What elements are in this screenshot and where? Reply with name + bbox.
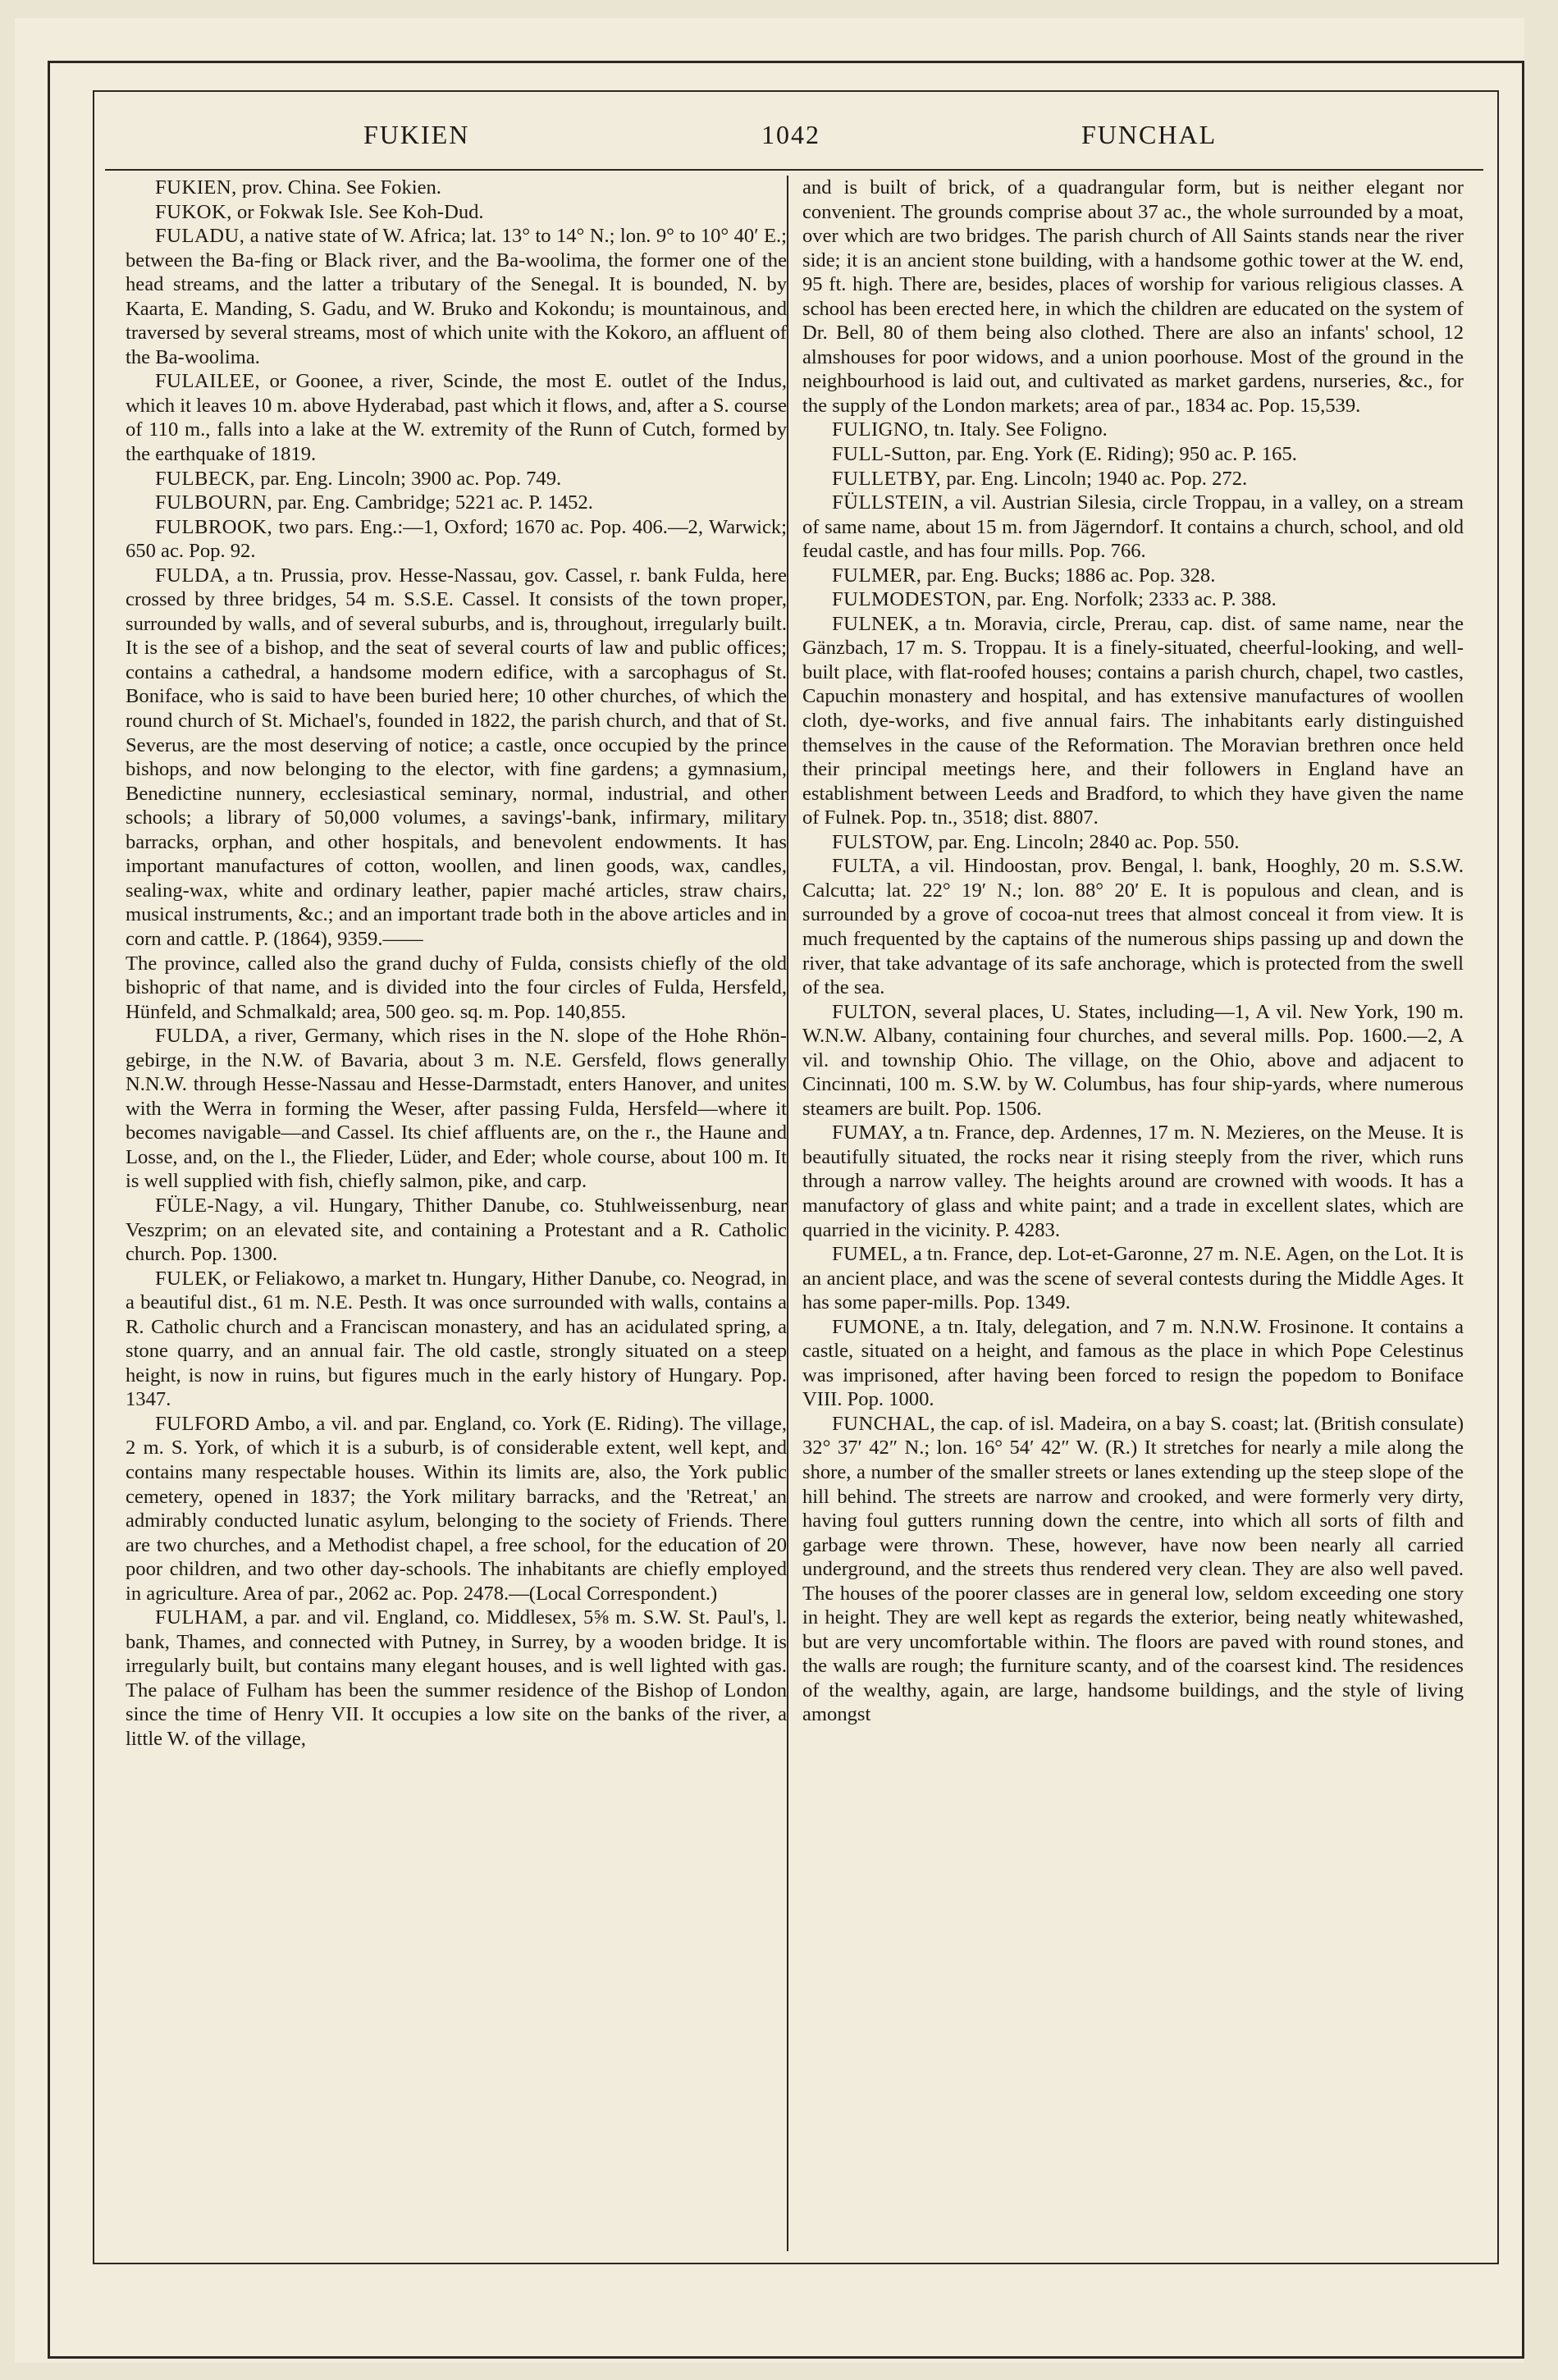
entry-headword: FULLETBY, [832, 467, 942, 490]
entry-headword: FUMAY, [832, 1121, 908, 1144]
entry-text: two pars. Eng.:—1, Oxford; 1670 ac. Pop. 406.—2, Warwick; 650 ac. Pop. 92. [126, 515, 787, 563]
entry-fulnek [802, 612, 1464, 830]
header-right-word: FUNCHAL [1081, 120, 1218, 149]
inner-frame-right-rule [1497, 90, 1499, 2264]
entry-text: or Goonee, a river, Scinde, the most E. outlet of the Indus, which it leaves 10 m. above Hyderabad, past which it flows, and, after a S. course of 110 m., falls into a lake at the W. extremity of the Runn of Cutch, formed by the earthquake of 1819. [126, 370, 787, 466]
entry-text: par. Eng. Lincoln; 3900 ac. Pop. 749. [260, 467, 562, 490]
entry-text: a tn. France, dep. Lot-et-Garonne, 27 m. N.E. Agen, on the Lot. It is an ancient place, and was the scene of several contests during the Middle Ages. It has some paper-mills. Pop. 1349. [802, 1243, 1464, 1314]
left-column [126, 176, 787, 1752]
header-left-word: FUKIEN [363, 120, 470, 149]
entry-text: several places, U. States, including—1, A vil. New York, 190 m. W.N.W. Albany, containing four churches, and several mills. Pop. 1600.—2, A vil. and township Ohio. The village, on the Ohio, above and adjacent to Cincinnati, 100 m. S.W. by W. Columbus, has four ship-yards, where numerous steamers are built. Pop. 1506. [802, 1000, 1464, 1120]
entry-fulbeck [126, 467, 787, 491]
entry-headword: FUKOK, [155, 200, 232, 223]
entry-text: a tn. France, dep. Ardennes, 17 m. N. Mezieres, on the Meuse. It is beautifully situated, the rocks near it rising steeply from the river, which runs through a narrow valley. The heights around are crowned with woods. It has a manufactory of glass and white paint; and a trade in excellent slates, which are quarried in the vicinity. P. 4283. [802, 1121, 1464, 1241]
entry-text: The province, called also the grand duchy of Fulda, consists chiefly of the old bishopric of that name, and is divided into the four circles of Fulda, Hersfeld, Hünfeld, and Schmalkald; area, 500 geo. sq. m. Pop. 140,855. [126, 952, 787, 1023]
entry-fulham-continued [802, 176, 1464, 418]
entry-text: par. Eng. Lincoln; 1940 ac. Pop. 272. [946, 467, 1248, 490]
entry-text: or Fokwak Isle. See Koh-Dud. [237, 200, 484, 223]
outer-frame-right-rule [1522, 61, 1524, 2358]
entry-text: a vil. Austrian Silesia, circle Troppau, in a valley, on a stream of same name, about 15 m. from Jägerndorf. It contains a church, school, and old feudal castle, and has four mills. Pop. 766. [802, 491, 1464, 563]
right-column [802, 176, 1464, 1727]
entry-fulta [802, 854, 1464, 999]
entry-fumay [802, 1121, 1464, 1242]
entry-headword: FÜLLSTEIN, [832, 491, 949, 514]
entry-text: par. Eng. Norfolk; 2333 ac. P. 388. [996, 588, 1277, 611]
entry-fuligno [802, 418, 1464, 442]
outer-frame-bottom-rule [48, 2356, 1524, 2359]
entry-fulbrook [126, 515, 787, 564]
entry-headword: FUMONE, [832, 1315, 925, 1338]
entry-headword: FULMODESTON, [832, 588, 992, 611]
entry-headword: FULBECK, [155, 467, 256, 490]
entry-fulailee [126, 369, 787, 466]
entry-headword: FÜLE-Nagy, [155, 1194, 264, 1217]
entry-text: par. Eng. Cambridge; 5221 ac. P. 1452. [277, 491, 593, 514]
entry-text: par. Eng. Lincoln; 2840 ac. Pop. 550. [938, 830, 1240, 853]
inner-frame-bottom-rule [93, 2263, 1499, 2264]
entry-text: or Feliakowo, a market tn. Hungary, Hither Danube, co. Neograd, in a beautiful dist., 61 m. N.E. Pesth. It was once surrounded with walls, contains a R. Catholic church and a Franciscan monastery, and has an acidulated spring, a stone quarry, and an annual fair. The old castle, strongly situated on a steep height, is now in ruins, but figures much in the early history of Hungary. Pop. 1347. [126, 1267, 787, 1411]
entry-fumel [802, 1242, 1464, 1315]
page-number: 1042 [761, 120, 820, 149]
entry-text: a tn. Prussia, prov. Hesse-Nassau, gov. Cassel, r. bank Fulda, here crossed by three bridges, 54 m. S.S.E. Cassel. It consists of the town proper, surrounded by walls, and of several suburbs, and is, throughout, irregularly built. It is the see of a bishop, and the seat of several courts of law and public offices; contains a cathedral, a handsome modern edifice, with a sarcophagus of St. Boniface, who is said to have been buried here; 10 other churches, of which the round church of St. Michael's, founded in 1822, the parish church, and that of St. Severus, are the most deserving of notice; a castle, once occupied by the prince bishops, and now belonging to the elector, with fine gardens; a gymnasium, Benedictine nunnery, ecclesiastical seminary, normal, industrial, and other schools; a library of 50,000 volumes, a savings'-bank, infirmary, military barracks, orphan, and other hospitals, and benevolent endowments. It has important manufactures of cotton, woollen, and linen goods, wax, candles, sealing-wax, white and ordinary leather, papier maché articles, straw chairs, musical instruments, &c.; and an important trade both in the above articles and in corn and cattle. P. (1864), 9359.—— [126, 564, 787, 950]
entry-fulham [126, 1606, 787, 1751]
entry-headword: FUMEL, [832, 1243, 908, 1266]
entry-text: a river, Germany, which rises in the N. slope of the Hohe Rhön-gebirge, in the N.W. of Bavaria, about 3 m. N.E. Gersfeld, flows generally N.N.W. through Hesse-Nassau and Hesse-Darmstadt, enters Hanover, and unites with the Werra in forming the Weser, after passing Fulda, Hersfeld—where it becomes navigable—and Cassel. Its chief affluents are, on the r., the Haune and Losse, and, on the l., the Flieder, Lüder, and Eder; whole course, about 100 m. It is well supplied with fish, chiefly salmon, pike, and carp. [126, 1025, 787, 1193]
entry-fukien [126, 176, 787, 200]
entry-fulda-province [126, 952, 787, 1025]
entry-headword: FULMER, [832, 564, 922, 587]
entry-fuladu [126, 224, 787, 369]
entry-text: a vil. Hungary, Thither Danube, co. Stuhlweissenburg, near Veszprim; on an elevated site, and containing a Protestant and a R. Catholic church. Pop. 1300. [126, 1194, 788, 1266]
entry-headword: FUKIEN, [155, 176, 237, 199]
entry-text: Ambo, a vil. and par. England, co. York (E. Riding). The village, 2 m. S. York, of which it is a suburb, is of considerable extent, well kept, and contains many respectable houses. Within its limits are, also, the York public cemetery, opened in 1837; the York military barracks, and the 'Retreat,' an admirably conducted lunatic asylum, belonging to the society of Friends. There are two churches, and a Methodist chapel, a free school, for the education of 20 poor children, and two other day-schools. The inhabitants are chiefly employed in agriculture. Area of par., 2062 ac. Pop. 2478.—(Local Correspondent.) [126, 1412, 787, 1605]
book-page [15, 18, 1524, 2363]
entry-fulmer [802, 564, 1464, 588]
entry-headword: FULBOURN, [155, 491, 273, 514]
entry-headword: FULHAM, [155, 1606, 249, 1629]
entry-headword: FULAILEE, [155, 370, 261, 393]
entry-headword: FULSTOW, [832, 830, 934, 853]
entry-text: a native state of W. Africa; lat. 13° to 14° N.; lon. 9° to 10° 40′ E.; between the Ba-fing or Black river, and the Ba-woolima, the former one of the head streams, and the latter a tributary of the Senegal. It is bounded, N. by Kaarta, E. Manding, S. Gadu, and W. Bruko and Kokondu; is mountainous, and traversed by several streams, most of which unite with the Kokoro, an affluent of the Ba-woolima. [126, 225, 787, 368]
column-divider-rule [787, 176, 788, 2251]
entry-fulletby [802, 467, 1464, 491]
entry-headword: FULBROOK, [155, 515, 273, 538]
entry-text: prov. China. See Fokien. [241, 176, 441, 199]
entry-headword: FULEK, [155, 1267, 228, 1290]
entry-fullstein [802, 491, 1464, 564]
header-divider-rule [105, 169, 1483, 171]
entry-fumone [802, 1315, 1464, 1412]
entry-headword: FULDA, [155, 564, 231, 587]
entry-text: and is built of brick, of a quadrangular form, but is neither elegant nor convenient. The grounds comprise about 37 ac., the whole surrounded by a moat, over which are two bridges. The parish church of All Saints stands near the river side; it is an ancient stone building, with a handsome gothic tower at the W. end, 95 ft. high. There are, besides, places of worship for various religious classes. A school has been erected here, in which the children are educated on the system of Dr. Bell, 80 of them being also clothed. There are also an infants' school, 12 almshouses for poor widows, and a union poorhouse. Most of the ground in the neighbourhood is laid out, and cultivated as market gardens, nurseries, &c., for the supply of the London markets; area of par., 1834 ac. Pop. 15,539. [802, 176, 1464, 417]
entry-headword: FUNCHAL, [832, 1412, 936, 1435]
entry-text: par. Eng. York (E. Riding); 950 ac. P. 165. [957, 443, 1297, 466]
entry-headword: FULIGNO, [832, 418, 930, 441]
entry-headword: FULDA, [155, 1025, 231, 1048]
entry-fukok [126, 200, 787, 225]
entry-text: the cap. of isl. Madeira, on a bay S. coast; lat. (British consulate) 32° 37′ 42″ N.; lon. 16° 54′ 42″ W. (R.) It stretches for nearly a mile along the shore, a number of the smaller streets or lanes extending up the steep slope of the hill behind. The streets are narrow and crooked, and were formerly very dirty, having foul gutters running down the centre, into which all sorts of filth and garbage were thrown. These, however, have now been nearly all carried underground, and the streets thus rendered very clean. They are also well paved. The houses of the poorer classes are in general low, seldom exceeding one story in height. They are well kept as regards the exterior, being neatly whitewashed, but are very uncomfortable within. The floors are paved with round stones, and the walls are rough; the furniture scanty, and of the coarsest kind. The residences of the wealthy, again, are large, handsome buildings, and the style of living amongst [802, 1412, 1464, 1726]
entry-fulmodeston [802, 587, 1464, 612]
entry-fulstow [802, 830, 1464, 855]
entry-text: a tn. Moravia, circle, Prerau, cap. dist. of same name, near the Gänzbach, 17 m. S. Troppau. It is a finely-situated, cheerful-looking, and well-built place, with flat-roofed houses; contains a parish church, chapel, two castles, Capuchin monastery and hospital, and has extensive manufactures of woollen cloth, dye-works, and five annual fairs. The inhabitants early distinguished themselves in the cause of the Reformation. The Moravian brethren once held their principal meetings here, and their followers in England have an establishment between Leeds and Bradford, to which they have given the name of Fulnek. Pop. tn., 3518; dist. 8807. [802, 612, 1464, 829]
entry-fulek [126, 1267, 787, 1412]
inner-frame-left-rule [93, 90, 94, 2264]
outer-frame-left-rule [48, 61, 50, 2358]
entry-funchal [802, 1412, 1464, 1727]
entry-headword: FULADU, [155, 225, 245, 248]
entry-headword: FULFORD [155, 1412, 250, 1435]
outer-frame-top-rule [48, 61, 1524, 63]
entry-fulda-river [126, 1024, 787, 1194]
entry-text: par. Eng. Bucks; 1886 ac. Pop. 328. [926, 564, 1216, 587]
entry-text: a vil. Hindoostan, prov. Bengal, l. bank, Hooghly, 20 m. S.S.W. Calcutta; lat. 22° 19′ N.; lon. 88° 20′ E. It is populous and clean, and is surrounded by a grove of cocoa-nut trees that almost conceal it from view. It is much frequented by the captains of the numerous ships passing up and down the river, that take advantage of its safe anchorage, which is protected from the swell of the sea. [802, 855, 1464, 999]
inner-frame-top-rule [93, 90, 1499, 92]
entry-text: tn. Italy. See Foligno. [934, 418, 1108, 441]
entry-fule-nagy [126, 1194, 787, 1267]
running-head [15, 120, 1524, 161]
entry-headword: FULTON, [832, 1000, 917, 1023]
entry-headword: FULTA, [832, 855, 902, 878]
entry-fulton [802, 1000, 1464, 1121]
entry-text: a tn. Italy, delegation, and 7 m. N.N.W. Frosinone. It contains a castle, situated on a height, and famous as the place in which Pope Celestinus was imprisoned, after having been forced to resign the popedom to Boniface VIII. Pop. 1000. [802, 1315, 1464, 1411]
entry-text: a par. and vil. England, co. Middlesex, 5⅝ m. S.W. St. Paul's, l. bank, Thames, and connected with Putney, in Surrey, by a wooden bridge. It is irregularly built, but contains many elegant houses, and is well lighted with gas. The palace of Fulham has been the summer residence of the Bishop of London since the time of Henry VII. It occupies a low site on the banks of the river, a little W. of the village, [126, 1606, 787, 1750]
entry-headword: FULNEK, [832, 612, 920, 635]
entry-fulford [126, 1412, 787, 1606]
entry-fulbourn [126, 491, 787, 515]
entry-fulda-town [126, 564, 787, 952]
entry-headword: FULL-Sutton, [832, 443, 953, 466]
entry-full-sutton [802, 442, 1464, 467]
